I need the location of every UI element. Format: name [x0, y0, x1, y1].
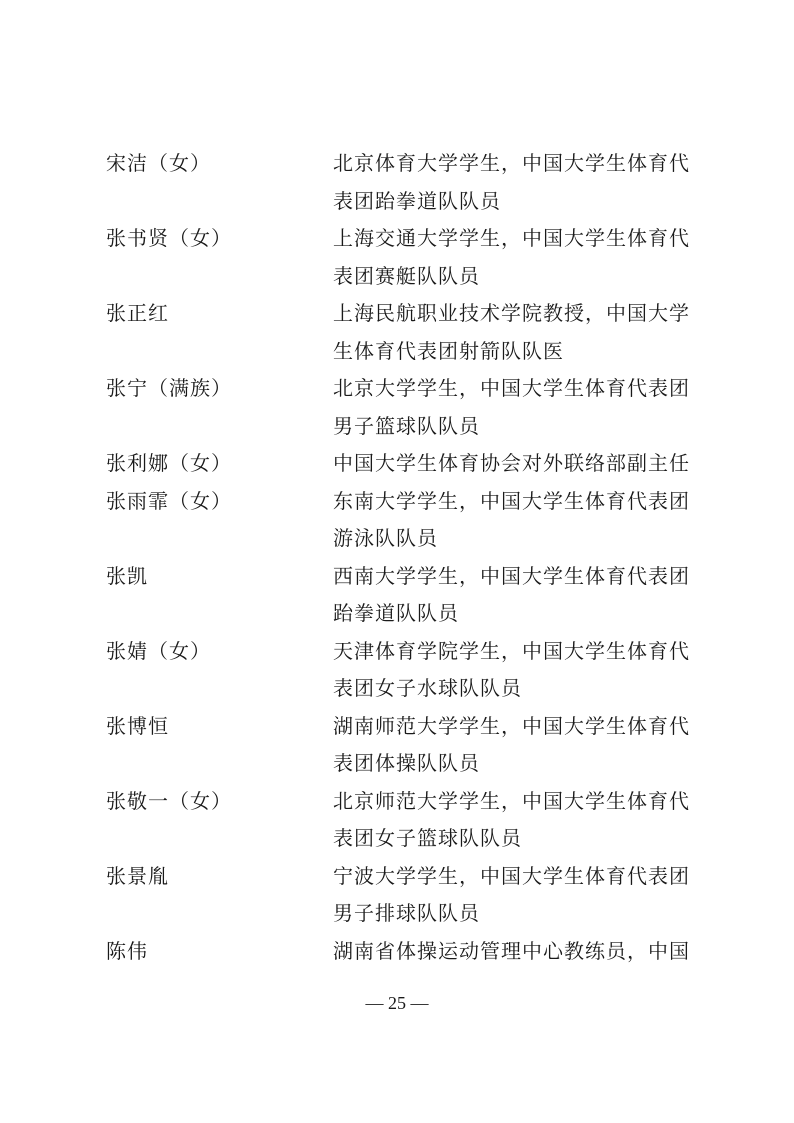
list-item — [106, 558, 706, 633]
person-name: 张婧（女） — [106, 638, 211, 663]
person-name: 张利娜（女） — [106, 451, 232, 475]
description-line: 西南大学学生，中国大学生体育代表团 — [333, 563, 690, 588]
description-line: 上海民航职业技术学院教授，中国大学 — [333, 301, 690, 325]
list-item — [106, 783, 706, 858]
person-name: 张书贤（女） — [106, 226, 232, 250]
person-name: 宋洁（女） — [106, 151, 211, 175]
description-line: 表团赛艇队队员 — [333, 263, 480, 288]
person-name: 张敬一（女） — [106, 788, 232, 813]
list-item — [106, 633, 706, 708]
description-line: 北京体育大学学生，中国大学生体育代 — [333, 151, 690, 175]
description-line: 表团女子水球队队员 — [333, 676, 522, 700]
page-number: — 25 — — [365, 993, 429, 1013]
person-name: 张正红 — [106, 301, 169, 325]
description-line: 男子排球队队员 — [333, 901, 480, 925]
person-description — [333, 708, 695, 783]
description-line: 北京大学学生，中国大学生体育代表团 — [333, 376, 690, 400]
person-description — [333, 145, 695, 220]
description-line: 天津体育学院学生，中国大学生体育代 — [333, 638, 690, 663]
list-item — [106, 295, 706, 370]
list-item — [106, 708, 706, 783]
list-item — [106, 370, 706, 445]
list-item — [106, 220, 706, 295]
description-line: 跆拳道队队员 — [333, 601, 459, 625]
person-description — [333, 220, 695, 295]
person-description — [333, 933, 695, 971]
person-description — [333, 483, 695, 558]
description-line: 宁波大学学生，中国大学生体育代表团 — [333, 863, 690, 888]
description-line: 东南大学学生，中国大学生体育代表团 — [333, 488, 690, 513]
list-item — [106, 445, 706, 483]
description-line: 湖南省体操运动管理中心教练员，中国 — [333, 938, 690, 963]
person-name: 张博恒 — [106, 713, 169, 738]
person-name: 张宁（满族） — [106, 376, 232, 400]
description-line: 表团跆拳道队队员 — [333, 188, 501, 213]
description-line: 北京师范大学学生，中国大学生体育代 — [333, 788, 690, 813]
list-item — [106, 933, 706, 971]
description-line: 游泳队队员 — [333, 526, 438, 550]
description-line: 男子篮球队队员 — [333, 413, 480, 438]
description-line: 生体育代表团射箭队队医 — [333, 338, 564, 363]
description-line: 表团女子篮球队队员 — [333, 826, 522, 850]
person-name: 张景胤 — [106, 863, 169, 888]
description-line: 上海交通大学学生，中国大学生体育代 — [333, 226, 690, 250]
person-description — [333, 295, 695, 370]
person-description — [333, 558, 695, 633]
award-list — [106, 145, 706, 970]
description-line: 中国大学生体育协会对外联络部副主任 — [333, 451, 690, 475]
list-item — [106, 483, 706, 558]
list-item — [106, 858, 706, 933]
person-description — [333, 783, 695, 858]
person-description — [333, 370, 695, 445]
description-line: 表团体操队队员 — [333, 751, 480, 775]
person-name: 张凯 — [106, 563, 148, 588]
person-description — [333, 445, 695, 483]
description-line: 湖南师范大学学生，中国大学生体育代 — [333, 713, 690, 738]
list-item — [106, 145, 706, 220]
person-description — [333, 858, 695, 933]
person-name: 陈伟 — [106, 938, 148, 963]
person-description — [333, 633, 695, 708]
person-name: 张雨霏（女） — [106, 488, 232, 513]
